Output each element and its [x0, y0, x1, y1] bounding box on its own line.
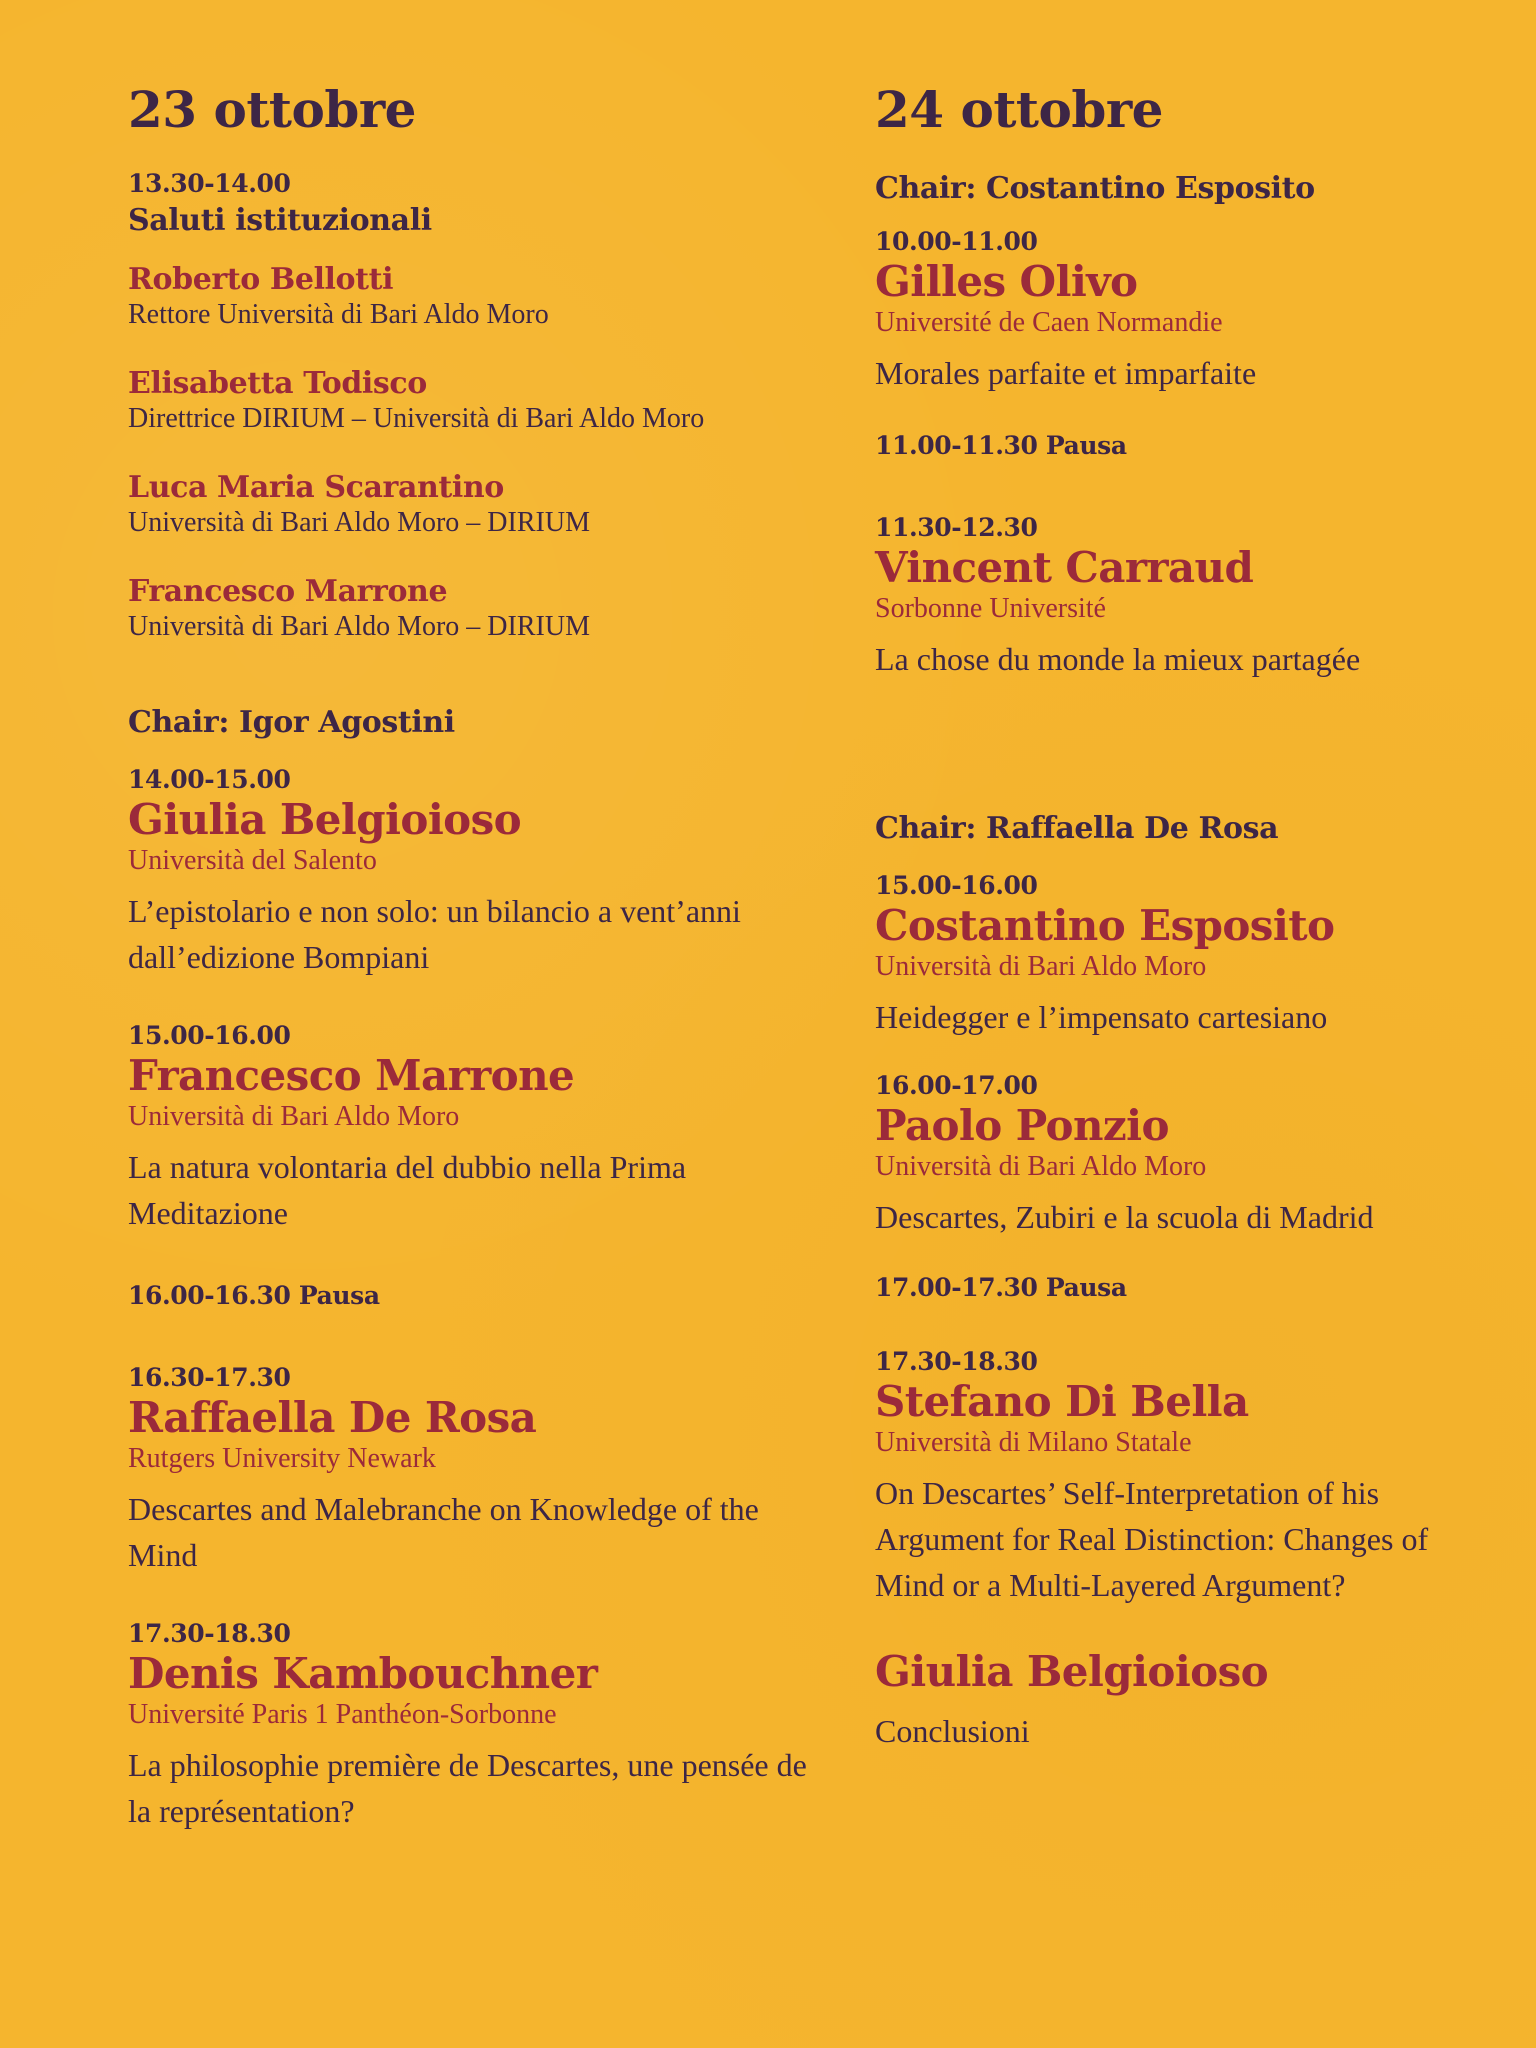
pause-label: 11.00-11.30 Pausa [875, 431, 1127, 460]
talk-time: 16.30-17.30 [128, 1363, 291, 1392]
talk-affiliation: Sorbonne Université [875, 593, 1106, 624]
talk-speaker: Paolo Ponzio [875, 1101, 1169, 1150]
closing-block [875, 1648, 1455, 1754]
talk-title: On Descartes’ Self-Interpretation of his Argument for Real Distinction: Changes of Mind or a Multi-Layered Argument? [875, 1475, 1429, 1603]
talk-time: 14.00-15.00 [128, 765, 291, 794]
talk-time: 10.00-11.00 [875, 227, 1038, 256]
chair-label: Chair: Raffaella De Rosa [875, 811, 1279, 846]
talk-title: Descartes, Zubiri e la scuola di Madrid [875, 1199, 1374, 1235]
talk-time: 11.30-12.30 [875, 513, 1038, 542]
talk-title: Heidegger e l’impensato cartesiano [875, 999, 1328, 1035]
greetings-title: Saluti istituzionali [128, 203, 432, 238]
talk-title: La philosophie première de Descartes, une pensée de la représentation? [128, 1747, 807, 1829]
talk-time: 15.00-16.00 [128, 1021, 291, 1050]
greetings-section [128, 168, 808, 644]
day-2-title: 24 ottobre [875, 80, 1163, 139]
talk-title: Descartes and Malebranche on Knowledge of the Mind [128, 1491, 759, 1573]
talk-title: La natura volontaria del dubbio nella Prima Meditazione [128, 1149, 687, 1231]
greeting-person [128, 366, 808, 436]
greeting-person [128, 470, 808, 540]
talk-speaker: Vincent Carraud [875, 543, 1254, 592]
talk-time: 17.30-18.30 [128, 1619, 291, 1648]
talk-speaker: Gilles Olivo [875, 257, 1138, 306]
talk-speaker: Francesco Marrone [128, 1051, 575, 1100]
greeting-person-name: Elisabetta Todisco [128, 366, 427, 401]
talk-speaker: Denis Kambouchner [128, 1649, 598, 1698]
talk-block [875, 226, 1455, 396]
greeting-person-role: Direttrice DIRIUM – Università di Bari Aldo Moro [128, 403, 705, 434]
talk-speaker: Raffaella De Rosa [128, 1393, 537, 1442]
talk-speaker: Costantino Esposito [875, 901, 1335, 950]
talk-block [128, 1362, 808, 1578]
talk-block [128, 1618, 808, 1834]
greeting-person-role: Università di Bari Aldo Moro – DIRIUM [128, 611, 590, 642]
greeting-person [128, 574, 808, 644]
day-2-column [875, 80, 1455, 1754]
greeting-person-name: Luca Maria Scarantino [128, 470, 504, 505]
talk-block [128, 1020, 808, 1236]
talk-affiliation: Université Paris 1 Panthéon-Sorbonne [128, 1699, 557, 1730]
talk-title: La chose du monde la mieux partagée [875, 641, 1361, 677]
talk-title: L’epistolario e non solo: un bilancio a vent’anni dall’edizione Bompiani [128, 893, 741, 975]
closing-speaker: Giulia Belgioioso [875, 1647, 1269, 1696]
talk-block [875, 1070, 1455, 1240]
talk-title: Morales parfaite et imparfaite [875, 355, 1257, 391]
greeting-person-name: Roberto Bellotti [128, 262, 394, 297]
talk-time: 16.00-17.00 [875, 1071, 1038, 1100]
day-1-title: 23 ottobre [128, 80, 416, 139]
talk-affiliation: Università di Milano Statale [875, 1427, 1192, 1458]
talk-block [875, 1346, 1455, 1608]
greeting-person [128, 262, 808, 332]
chair-label: Chair: Costantino Esposito [875, 171, 1315, 206]
talk-time: 15.00-16.00 [875, 871, 1038, 900]
pause-label: 16.00-16.30 Pausa [128, 1281, 380, 1310]
talk-affiliation: Università del Salento [128, 845, 377, 876]
greeting-person-role: Università di Bari Aldo Moro – DIRIUM [128, 507, 590, 538]
talk-time: 17.30-18.30 [875, 1347, 1038, 1376]
pause-label: 17.00-17.30 Pausa [875, 1273, 1127, 1302]
talk-affiliation: Università di Bari Aldo Moro [875, 951, 1207, 982]
talk-affiliation: Università di Bari Aldo Moro [875, 1151, 1207, 1182]
talk-affiliation: Università di Bari Aldo Moro [128, 1101, 460, 1132]
day-1-column [128, 80, 808, 1834]
talk-block [128, 764, 808, 980]
talk-block [875, 870, 1455, 1040]
chair-label: Chair: Igor Agostini [128, 705, 455, 740]
talk-speaker: Giulia Belgioioso [128, 795, 522, 844]
greeting-person-name: Francesco Marrone [128, 574, 448, 609]
talk-affiliation: Université de Caen Normandie [875, 307, 1223, 338]
talk-block [875, 512, 1455, 682]
greetings-time: 13.30-14.00 [128, 169, 291, 198]
closing-title: Conclusioni [875, 1713, 1030, 1749]
greeting-person-role: Rettore Università di Bari Aldo Moro [128, 299, 549, 330]
talk-speaker: Stefano Di Bella [875, 1377, 1249, 1426]
talk-affiliation: Rutgers University Newark [128, 1443, 436, 1474]
